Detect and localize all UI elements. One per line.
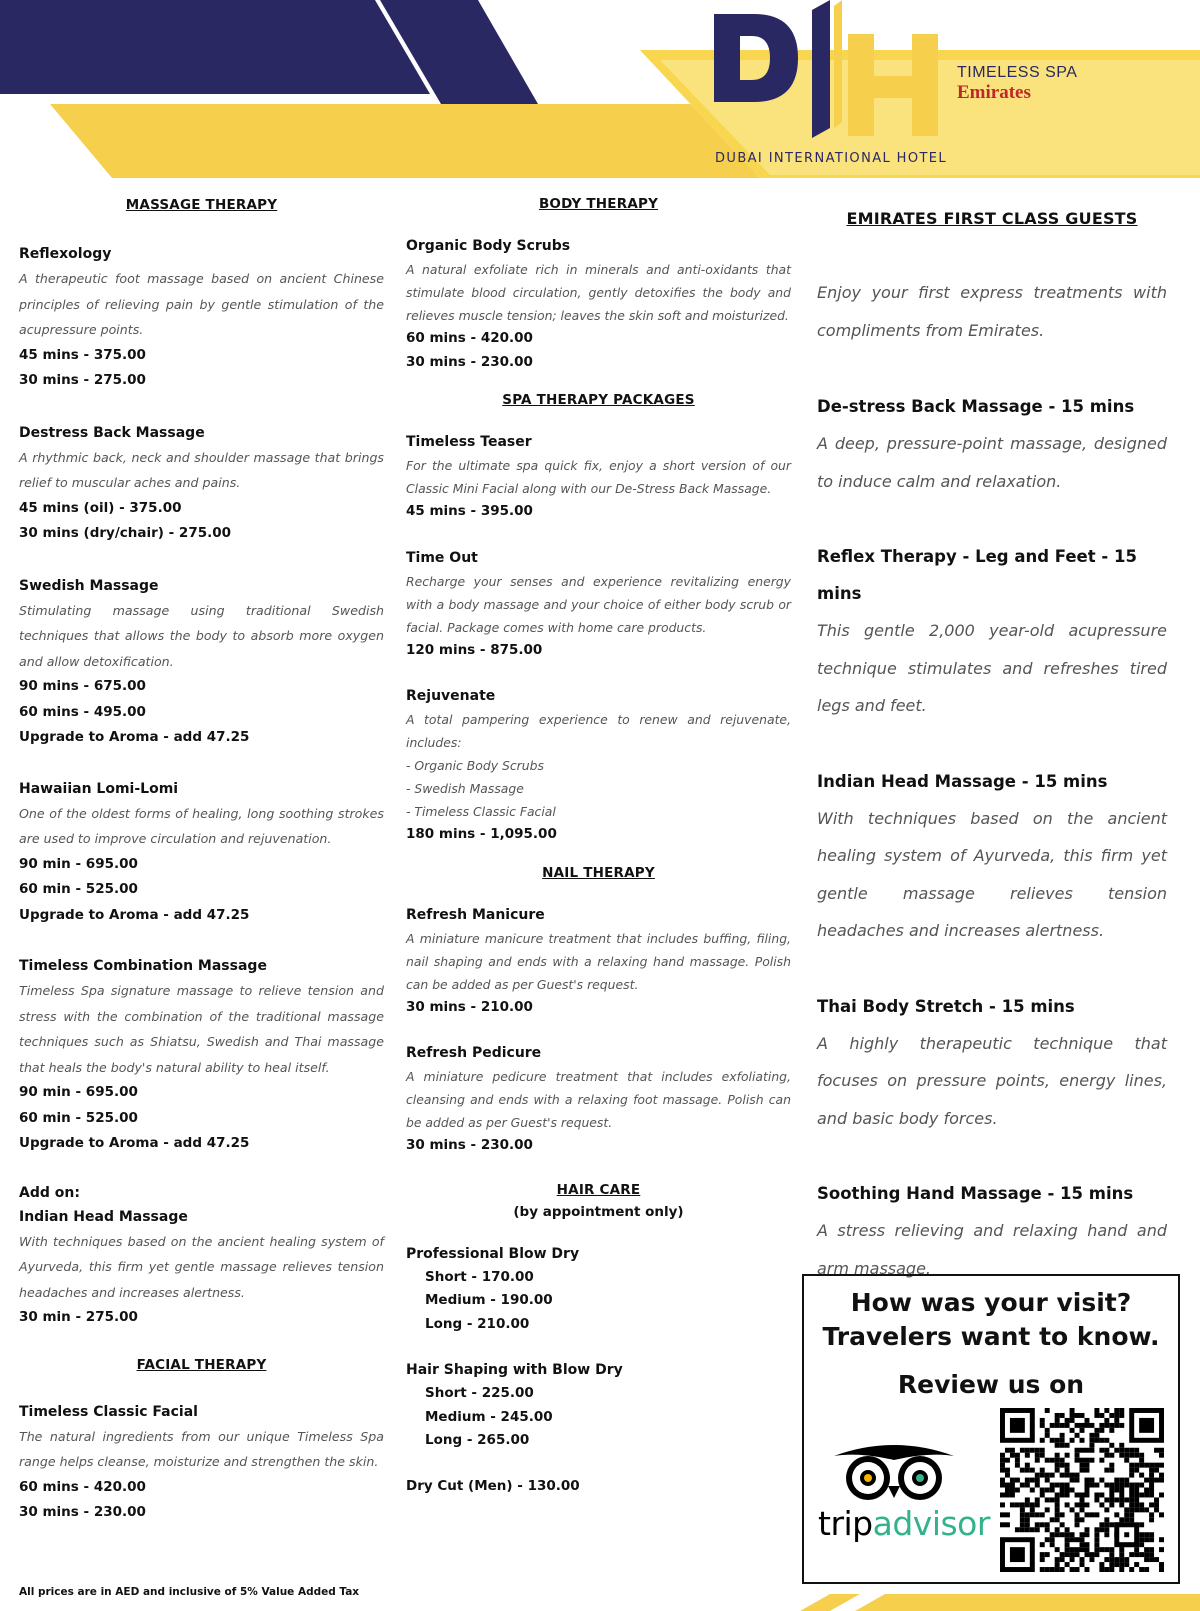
section-title-emirates: EMIRATES FIRST CLASS GUESTS: [846, 209, 1138, 228]
section-title-facial: FACIAL THERAPY: [136, 1356, 267, 1373]
service-classic-facial: [19, 1400, 384, 1526]
section-title-massage: MASSAGE THERAPY: [125, 197, 278, 213]
section-title-packages: SPA THERAPY PACKAGES: [502, 392, 695, 408]
service-name: Indian Head Massage - 15 mins: [817, 771, 1108, 791]
service-name: Reflexology: [19, 246, 112, 262]
service-name: Hawaiian Lomi-Lomi: [19, 780, 179, 797]
review-line-2: Travelers want to know.: [822, 1322, 1160, 1351]
service-name: Soothing Hand Massage - 15 mins: [817, 1184, 1134, 1203]
service-name: Refresh Pedicure: [406, 1045, 542, 1061]
emirates-text: Emirates: [957, 82, 1031, 103]
service-name: Refresh Manicure: [406, 906, 545, 923]
service-price: 60 min - 525.00: [19, 881, 138, 897]
service-desc: A total pampering experience to renew and rejuvenate, includes:: [406, 712, 791, 750]
emirates-item-thai: [817, 988, 1167, 1138]
package-time-out: [406, 546, 791, 663]
tripadvisor-advisor: advisor: [872, 1504, 990, 1543]
review-line-1: How was your visit?: [850, 1288, 1132, 1317]
service-name: Timeless Teaser: [406, 434, 532, 450]
service-price: Long - 265.00: [425, 1432, 530, 1448]
package-include: - Organic Body Scrubs: [406, 758, 544, 773]
service-pedicure: [406, 1041, 791, 1158]
service-desc: A miniature manicure treatment that includes buffing, filing, nail shaping and ends with a relaxing hand massage. Polish can be added as per Guest's request.: [406, 930, 791, 992]
tripadvisor-review-box: [802, 1274, 1180, 1584]
service-desc: For the ultimate spa quick fix, enjoy a short version of our Classic Mini Facial along with our De-Stress Back Massage.: [406, 458, 791, 496]
service-price: 30 mins - 275.00: [19, 372, 146, 388]
service-price: 90 min - 695.00: [19, 1084, 138, 1100]
service-price: 30 mins (dry/chair) - 275.00: [19, 525, 232, 541]
service-combination: [19, 954, 384, 1157]
hair-subtitle: (by appointment only): [513, 1203, 684, 1220]
service-desc: A therapeutic foot massage based on ancient Chinese principles of relieving pain by gentle stimulation of the acupressure points.: [19, 271, 384, 337]
section-title-hair: HAIR CARE: [556, 1181, 641, 1198]
footer-stripes: [770, 1594, 1200, 1611]
service-desc: One of the oldest forms of healing, long soothing strokes are used to improve circulation and rejuvenation.: [19, 805, 384, 846]
header-banner: [0, 0, 1200, 178]
service-price: Upgrade to Aroma - add 47.25: [19, 1135, 250, 1151]
service-price: 60 min - 525.00: [19, 1109, 138, 1126]
service-manicure: [406, 903, 791, 1020]
service-price: 90 min - 695.00: [19, 855, 138, 872]
service-name: Organic Body Scrubs: [406, 238, 571, 254]
service-price: Medium - 245.00: [425, 1408, 553, 1425]
service-price: 45 mins - 375.00: [19, 346, 146, 363]
service-name: Thai Body Stretch - 15 mins: [817, 996, 1075, 1016]
service-price: 30 mins - 230.00: [406, 1137, 533, 1153]
service-desc: A natural exfoliate rich in minerals and anti-oxidants that stimulate blood circulation, gently detoxifies the body and relieves muscle tension; leaves the skin soft and moisturized.: [406, 262, 791, 323]
column-massage-facial: [19, 192, 384, 1526]
column-body-packages-nail-hair: [406, 192, 791, 1498]
package-rejuvenate: [406, 684, 791, 847]
service-price: 30 min - 275.00: [19, 1309, 138, 1325]
service-price: 30 mins - 230.00: [406, 353, 533, 370]
service-price: 60 mins - 495.00: [19, 703, 146, 720]
service-price: Upgrade to Aroma - add 47.25: [19, 906, 250, 923]
service-desc: This gentle 2,000 year-old acupressure technique stimulates and refreshes tired legs and feet.: [817, 621, 1167, 715]
service-destress-back: [19, 421, 384, 547]
service-desc: Timeless Spa signature massage to relieve tension and stress with the combination of the traditional massage techniques such as Shiatsu, Swedish and Thai massage that heals the body's natural ability to heal itself.: [19, 983, 384, 1075]
service-desc: Stimulating massage using traditional Swedish techniques that allows the body to absorb more oxygen and allow detoxification.: [19, 602, 384, 669]
package-timeless-teaser: [406, 430, 791, 524]
service-desc: A miniature pedicure treatment that includes exfoliating, cleansing and ends with a relaxing foot massage. Polish can be added as per Guest's request.: [406, 1069, 791, 1130]
service-price: Upgrade to Aroma - add 47.25: [19, 729, 250, 745]
emirates-item-head: [817, 763, 1167, 950]
service-lomi-lomi: [19, 777, 384, 929]
section-title-body: BODY THERAPY: [538, 196, 659, 212]
service-name: Destress Back Massage: [19, 424, 205, 441]
service-price: 180 mins - 1,095.00: [406, 826, 557, 842]
service-name: Rejuvenate: [406, 688, 496, 704]
service-price: 60 mins - 420.00: [19, 1478, 146, 1495]
package-include: - Timeless Classic Facial: [406, 804, 556, 819]
service-price: 60 mins - 420.00: [406, 330, 533, 346]
service-name: De-stress Back Massage - 15 mins: [817, 397, 1135, 416]
service-price: 120 mins - 875.00: [406, 641, 543, 658]
service-price: 90 mins - 675.00: [19, 678, 146, 694]
service-price: Medium - 190.00: [425, 1292, 553, 1308]
hotel-name: DUBAI INTERNATIONAL HOTEL: [715, 151, 948, 166]
service-body-scrubs: [406, 234, 791, 374]
tripadvisor-trip: trip: [818, 1504, 873, 1543]
tripadvisor-owl-icon: [824, 1442, 964, 1502]
service-desc: With techniques based on the ancient healing system of Ayurveda, this firm yet gentle massage relieves tension headaches and increases alertness.: [19, 1233, 384, 1300]
service-price: 30 mins - 230.00: [19, 1504, 146, 1520]
service-price: 45 mins (oil) - 375.00: [19, 499, 182, 516]
service-price: 30 mins - 210.00: [406, 998, 533, 1015]
service-price: 45 mins - 395.00: [406, 503, 533, 519]
service-blow-dry: [406, 1242, 791, 1337]
emirates-intro: Enjoy your first express treatments with compliments from Emirates.: [817, 283, 1167, 340]
service-desc: A rhythmic back, neck and shoulder massage that brings relief to muscular aches and pains.: [19, 449, 384, 490]
service-desc: With techniques based on the ancient healing system of Ayurveda, this firm yet gentle massage relieves tension headaches and increases alertness.: [817, 808, 1167, 940]
review-line-3: Review us on: [897, 1370, 1085, 1399]
service-price: Short - 170.00: [425, 1268, 534, 1285]
service-price: Long - 210.00: [425, 1315, 530, 1332]
timeless-spa-text: TIMELESS SPA: [957, 64, 1078, 81]
timeless-spa-logo: [957, 65, 1077, 102]
emirates-item-back: [817, 388, 1167, 500]
service-name: Professional Blow Dry: [406, 1245, 580, 1262]
column-emirates-guests: [817, 192, 1167, 1287]
package-include: - Swedish Massage: [406, 781, 524, 796]
service-name: Timeless Combination Massage: [19, 958, 267, 974]
service-name: Hair Shaping with Blow Dry: [406, 1362, 623, 1378]
emirates-item-hand: [817, 1175, 1167, 1287]
service-name: Indian Head Massage: [19, 1208, 188, 1225]
service-desc: The natural ingredients from our unique Timeless Spa range helps cleanse, moisturize and strengthen the skin.: [19, 1428, 384, 1469]
service-price: Short - 225.00: [425, 1385, 534, 1401]
service-name: Time Out: [406, 549, 478, 566]
service-addon: [19, 1181, 384, 1331]
review-question: [804, 1286, 1178, 1354]
emirates-item-reflex: [817, 538, 1167, 725]
service-desc: Recharge your senses and experience revitalizing energy with a body massage and your choice of either body scrub or facial. Package comes with home care products.: [406, 573, 791, 635]
service-desc: A highly therapeutic technique that focuses on pressure points, energy lines, and basic body forces.: [817, 1033, 1167, 1128]
service-name: Timeless Classic Facial: [19, 1403, 198, 1420]
price-footnote: All prices are in AED and inclusive of 5% Value Added Tax: [19, 1586, 360, 1598]
addon-label: Add on:: [19, 1184, 80, 1201]
qr-code-icon[interactable]: [1000, 1408, 1164, 1572]
tripadvisor-logo-text: [818, 1504, 990, 1543]
service-name: Swedish Massage: [19, 577, 159, 594]
service-desc: A deep, pressure-point massage, designed to induce calm and relaxation.: [817, 434, 1167, 491]
service-hair-shaping: [406, 1358, 791, 1453]
service-dry-cut: Dry Cut (Men) - 130.00: [406, 1477, 580, 1494]
service-reflexology: [19, 242, 384, 394]
section-title-nail: NAIL THERAPY: [542, 864, 655, 881]
service-desc: A stress relieving and relaxing hand and arm massage.: [817, 1221, 1167, 1278]
dih-logo: [712, 0, 962, 150]
service-name: Reflex Therapy - Leg and Feet - 15 mins: [817, 547, 1137, 603]
service-swedish: [19, 574, 384, 751]
